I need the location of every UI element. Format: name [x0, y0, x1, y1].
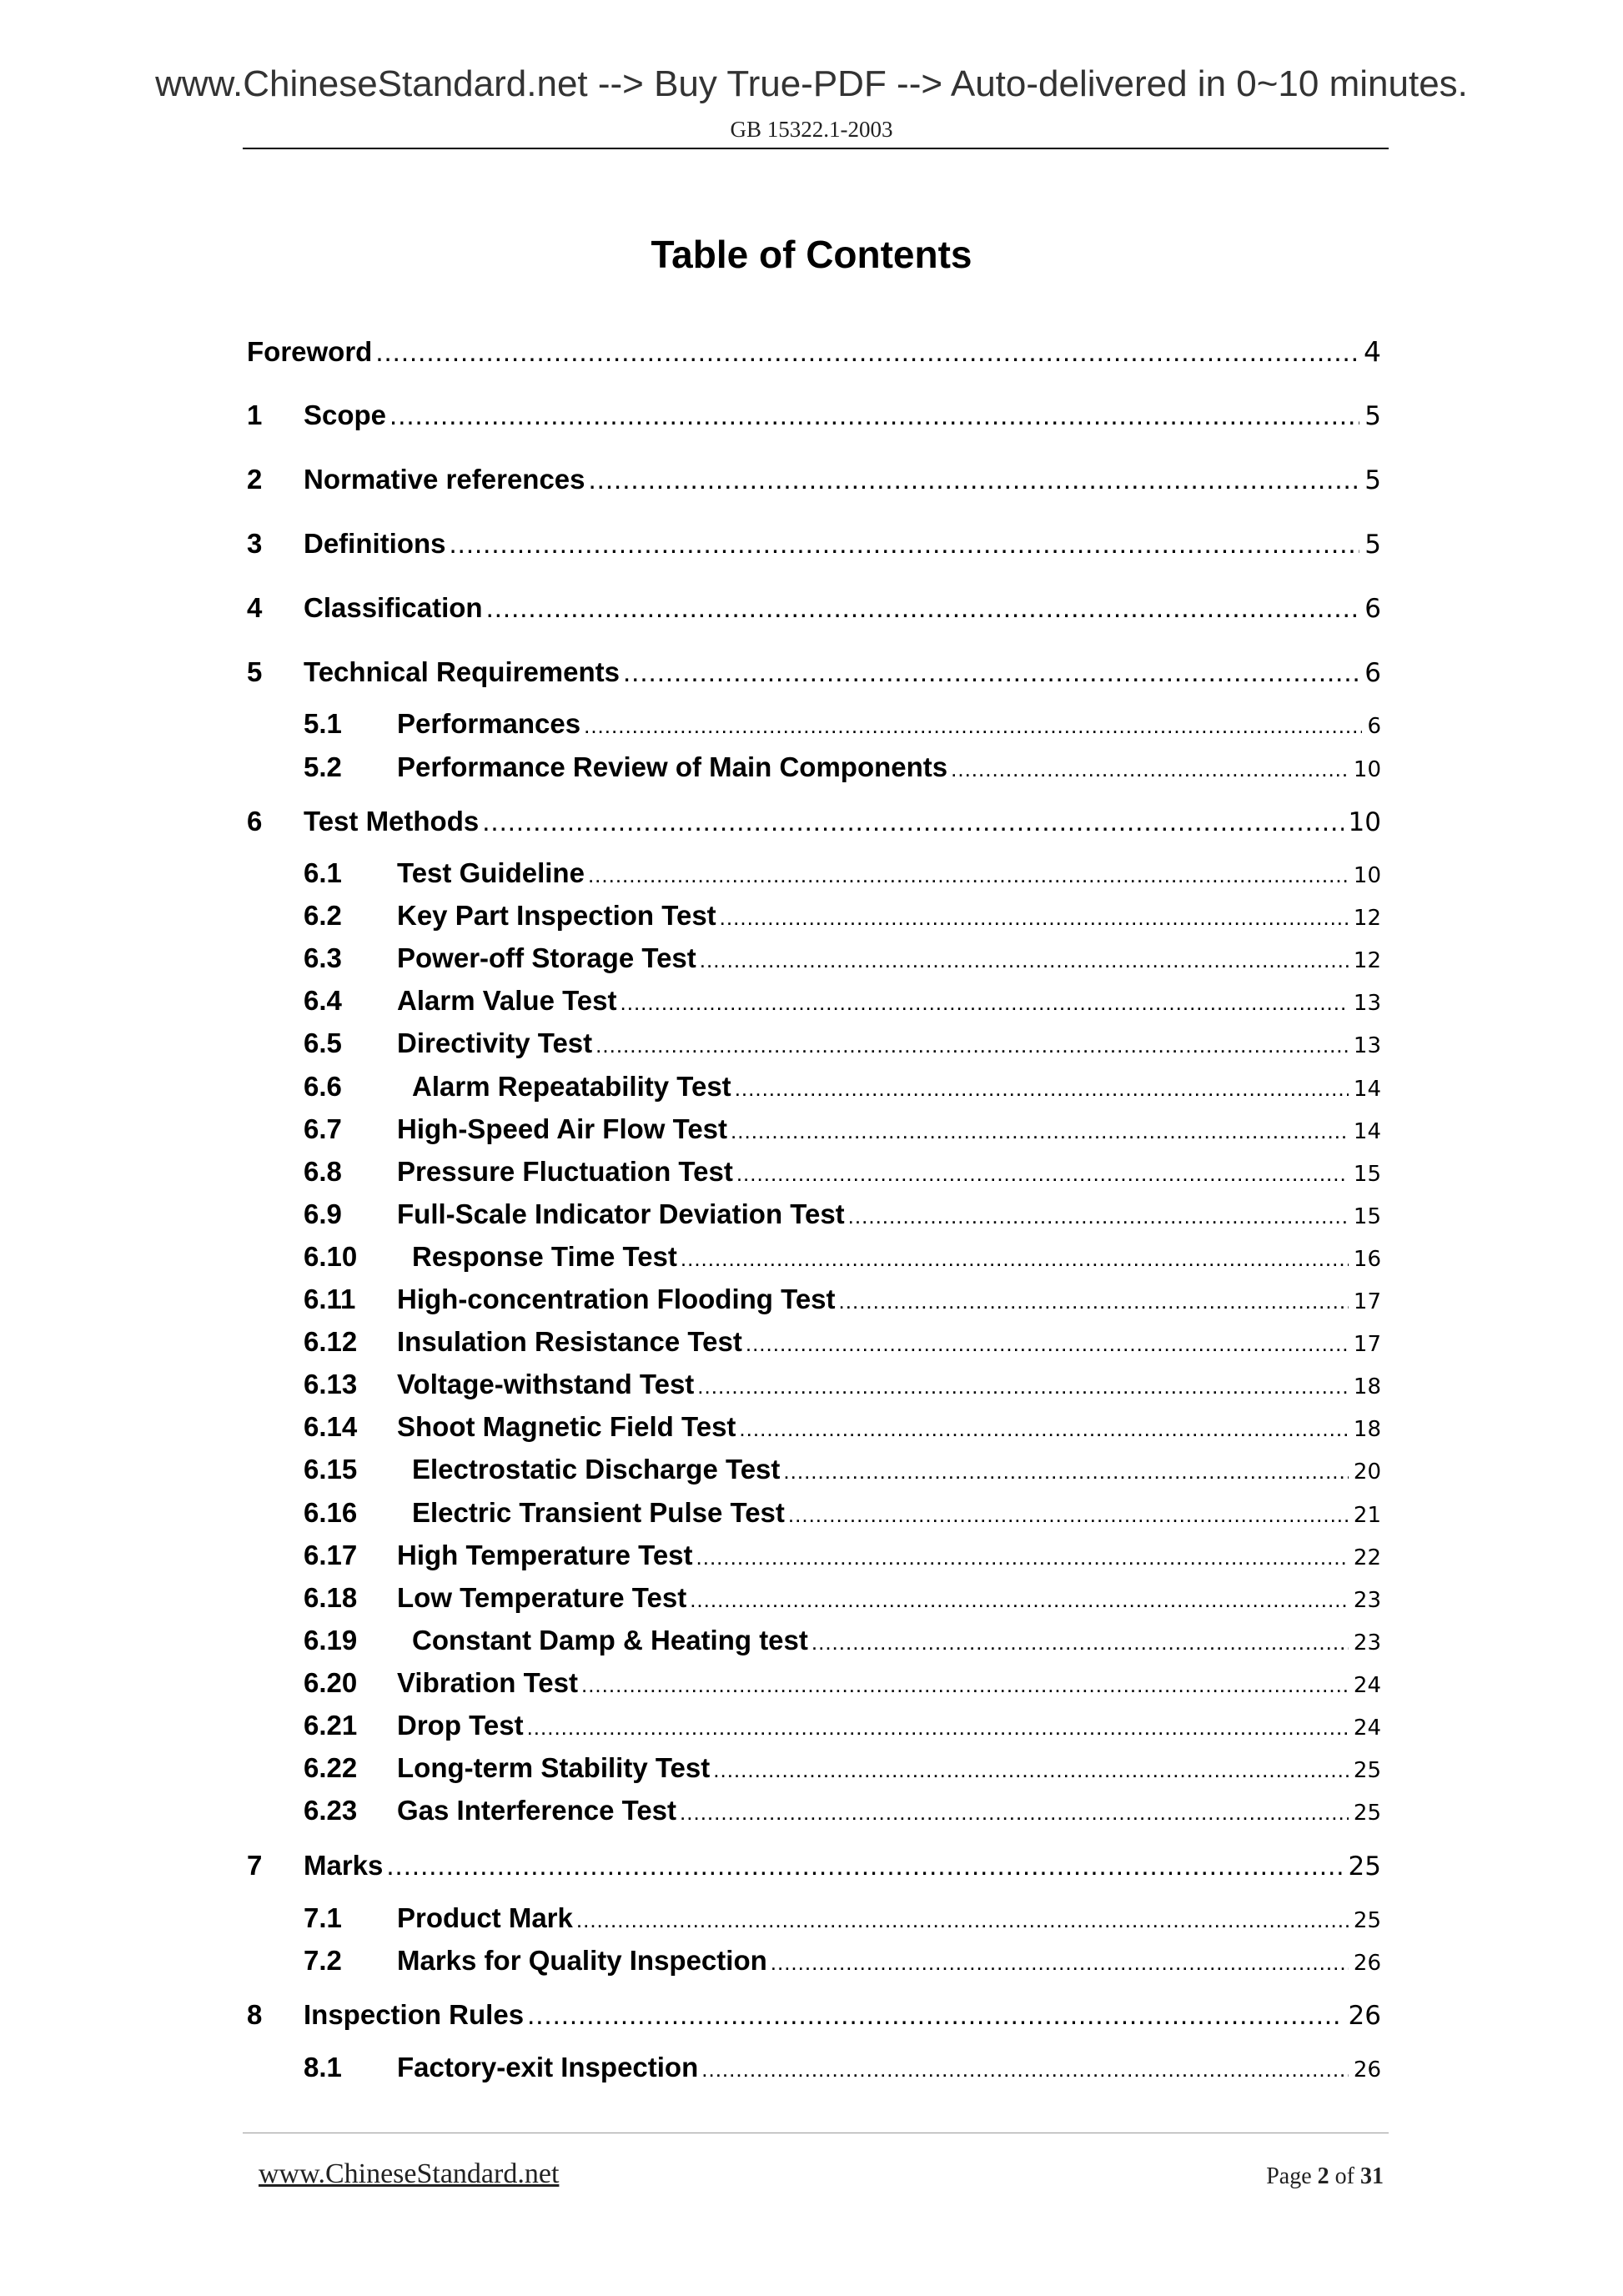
toc-dot-leader [739, 1416, 1348, 1442]
toc-entry-label: Vibration Test [397, 1667, 578, 1698]
toc-entry-label: Marks for Quality Inspection [397, 1945, 767, 1976]
toc-dot-leader [375, 336, 1359, 368]
toc-entry[interactable] [304, 1795, 1381, 1826]
page-prefix: Page [1266, 2163, 1312, 2189]
toc-entry[interactable] [247, 806, 1381, 837]
toc-entry-number: 6.2 [304, 900, 342, 931]
toc-entry[interactable] [304, 1710, 1381, 1741]
toc-entry[interactable] [304, 708, 1381, 740]
toc-entry-page: 6 [1364, 594, 1381, 624]
toc-entry-page: 5 [1364, 530, 1381, 560]
toc-entry-label: Scope [304, 399, 387, 430]
current-page: 2 [1317, 2163, 1329, 2189]
toc-entry-number: 6.21 [304, 1710, 358, 1741]
toc-entry-page: 24 [1353, 1673, 1381, 1698]
toc-entry-label: Shoot Magnetic Field Test [397, 1411, 736, 1442]
toc-entry-label: Normative references [304, 464, 585, 495]
toc-entry-number: 6.11 [304, 1284, 356, 1314]
toc-entry-page: 13 [1353, 1033, 1381, 1058]
toc-entry-number: 6.12 [304, 1326, 358, 1357]
toc-entry-number: 6.1 [304, 857, 342, 888]
toc-entry-label: High Temperature Test [397, 1540, 693, 1570]
toc-dot-leader [812, 1630, 1349, 1655]
toc-entry-number: 8 [247, 1999, 263, 2030]
toc-entry-page: 10 [1353, 757, 1381, 782]
toc-dot-leader [951, 756, 1349, 782]
toc-entry-label: Power-off Storage Test [397, 942, 696, 973]
toc-entry-page: 5 [1364, 465, 1381, 495]
toc-entry[interactable] [304, 1284, 1381, 1315]
toc-dot-leader [581, 1672, 1349, 1698]
toc-entry-number: 6 [247, 806, 263, 837]
toc-dot-leader [621, 990, 1349, 1016]
toc-entry-label: Factory-exit Inspection [397, 2052, 699, 2082]
toc-entry-page: 17 [1353, 1289, 1381, 1314]
toc-entry-label: Product Mark [397, 1902, 573, 1933]
toc-entry-number: 6.18 [304, 1582, 358, 1613]
toc-entry[interactable] [304, 1945, 1381, 1977]
toc-dot-leader [731, 1118, 1349, 1144]
toc-entry-label: Definitions [304, 528, 446, 559]
toc-entry-label: Test Guideline [397, 857, 585, 888]
toc-entry-label: Low Temperature Test [397, 1582, 687, 1613]
toc-dot-leader [482, 806, 1343, 837]
page-of: of [1334, 2163, 1354, 2189]
toc-entry-page: 10 [1348, 807, 1381, 837]
toc-dot-leader [736, 1161, 1349, 1187]
toc-entry-page: 15 [1353, 1162, 1381, 1187]
page-title: Table of Contents [651, 233, 972, 276]
toc-dot-leader [450, 528, 1360, 560]
toc-entry-label: Voltage-withstand Test [397, 1369, 695, 1399]
toc-dot-leader [848, 1203, 1349, 1229]
toc-entry[interactable] [304, 985, 1381, 1017]
toc-dot-leader [735, 1076, 1349, 1102]
toc-dot-leader [680, 1800, 1349, 1826]
toc-entry-page: 24 [1353, 1716, 1381, 1741]
toc-entry-label: Alarm Value Test [397, 985, 617, 1016]
toc-entry-page: 14 [1353, 1077, 1381, 1102]
toc-entry-number: 6.7 [304, 1113, 342, 1144]
toc-dot-leader [746, 1331, 1349, 1357]
toc-entry-page: 17 [1353, 1332, 1381, 1357]
toc-entry-label: Test Methods [304, 806, 480, 837]
page-indicator [1266, 2163, 1384, 2190]
toc-entry-number: 6.9 [304, 1198, 342, 1229]
toc-dot-leader [839, 1289, 1349, 1314]
toc-dot-leader [696, 1545, 1349, 1570]
toc-entry[interactable] [304, 1902, 1381, 1934]
toc-entry[interactable] [304, 1156, 1381, 1188]
toc-entry-number: 6.19 [304, 1625, 358, 1655]
toc-dot-leader [576, 1907, 1349, 1933]
toc-entry-number: 2 [247, 464, 263, 495]
toc-entry-number: 6.20 [304, 1667, 358, 1698]
toc-entry[interactable] [304, 751, 1381, 783]
toc-dot-leader [700, 947, 1349, 973]
toc-entry-number: 6.4 [304, 985, 342, 1016]
toc-entry-number: 6.13 [304, 1369, 358, 1399]
toc-entry-number: 6.17 [304, 1540, 358, 1570]
toc-entry-page: 18 [1353, 1374, 1381, 1399]
toc-entry[interactable] [247, 528, 1381, 560]
toc-entry-label: Inspection Rules [304, 1999, 525, 2030]
toc-entry-page: 26 [1353, 2057, 1381, 2082]
toc-entry-number: 1 [247, 399, 263, 430]
toc-entry-number: 5 [247, 656, 263, 687]
toc-entry-number: 7.2 [304, 1945, 342, 1976]
toc-dot-leader [701, 2057, 1349, 2082]
toc-entry-page: 6 [1367, 714, 1381, 739]
toc-entry-page: 21 [1353, 1503, 1381, 1528]
toc-entry[interactable] [304, 857, 1381, 889]
toc-dot-leader [595, 1032, 1349, 1058]
toc-entry-label: Classification [304, 592, 483, 623]
toc-entry[interactable] [304, 1625, 1381, 1656]
toc-entry[interactable] [247, 464, 1381, 495]
toc-entry-number: 5.1 [304, 708, 342, 739]
toc-dot-leader [527, 1999, 1343, 2031]
toc-entry-label: Constant Damp & Heating test [412, 1625, 808, 1655]
toc-entry-page: 13 [1353, 991, 1381, 1016]
toc-entry-label: Directivity Test [397, 1027, 593, 1058]
toc-entry-label: Response Time Test [412, 1241, 677, 1272]
toc-entry-page: 4 [1364, 335, 1381, 368]
toc-entry-label: Technical Requirements [304, 656, 621, 687]
toc-entry-page: 10 [1353, 863, 1381, 888]
toc-entry-label: Pressure Fluctuation Test [397, 1156, 733, 1187]
toc-entry-number: 6.22 [304, 1752, 358, 1783]
toc-dot-leader [713, 1757, 1349, 1783]
toc-entry-page: 16 [1353, 1247, 1381, 1272]
toc-entry[interactable] [304, 1540, 1381, 1571]
toc-entry[interactable] [247, 335, 1381, 368]
toc-dot-leader [527, 1715, 1349, 1741]
toc-entry-page: 12 [1353, 906, 1381, 931]
toc-entry-label: Performances [397, 708, 581, 739]
toc-dot-leader [389, 399, 1359, 431]
toc-entry-label: Drop Test [397, 1710, 524, 1741]
toc-entry-label: High-concentration Flooding Test [397, 1284, 836, 1314]
toc-entry-label: Full-Scale Indicator Deviation Test [397, 1198, 845, 1229]
total-pages: 31 [1360, 2163, 1384, 2189]
toc-entry[interactable] [304, 1241, 1381, 1273]
toc-entry[interactable] [247, 656, 1381, 688]
toc-entry-page: 26 [1348, 2001, 1381, 2031]
toc-entry-number: 6.8 [304, 1156, 342, 1187]
toc-entry[interactable] [304, 1411, 1381, 1443]
toc-entry[interactable] [304, 1497, 1381, 1529]
toc-entry-number: 6.14 [304, 1411, 358, 1442]
toc-entry-number: 6.6 [304, 1071, 342, 1102]
toc-entry-label: Insulation Resistance Test [397, 1326, 742, 1357]
site-banner: www.ChineseStandard.net --> Buy True-PDF --> Auto-delivered in 0~10 minutes. [155, 63, 1468, 104]
toc-entry-page: 14 [1353, 1119, 1381, 1144]
toc-dot-leader [788, 1502, 1349, 1528]
toc-entry-label: Key Part Inspection Test [397, 900, 716, 931]
toc-entry-number: 6.10 [304, 1241, 358, 1272]
toc-entry-page: 20 [1353, 1459, 1381, 1485]
toc-entry-number: 6.15 [304, 1454, 358, 1485]
toc-entry-label: High-Speed Air Flow Test [397, 1113, 728, 1144]
toc-entry[interactable] [304, 1667, 1381, 1699]
toc-entry-number: 5.2 [304, 751, 342, 782]
toc-entry-page: 12 [1353, 948, 1381, 973]
toc-dot-leader [623, 656, 1359, 688]
toc-dot-leader [386, 1850, 1343, 1882]
toc-dot-leader [588, 862, 1349, 888]
toc-entry[interactable] [304, 1752, 1381, 1784]
toc-entry[interactable] [304, 1071, 1381, 1103]
toc-entry-page: 22 [1353, 1545, 1381, 1570]
toc-entry-label: Electrostatic Discharge Test [412, 1454, 781, 1485]
toc-entry[interactable] [304, 1113, 1381, 1145]
toc-dot-leader [589, 464, 1360, 495]
toc-entry-page: 6 [1364, 658, 1381, 688]
toc-entry-page: 23 [1353, 1588, 1381, 1613]
toc-entry-number: 3 [247, 528, 263, 559]
toc-entry-label: Alarm Repeatability Test [412, 1071, 731, 1102]
toc-entry-number: 8.1 [304, 2052, 342, 2082]
toc-entry-page: 25 [1353, 1908, 1381, 1933]
toc-entry-page: 25 [1348, 1851, 1381, 1882]
toc-entry-page: 25 [1353, 1758, 1381, 1783]
toc-entry-number: 6.23 [304, 1795, 358, 1826]
toc-entry[interactable] [247, 592, 1381, 624]
toc-entry-page: 18 [1353, 1417, 1381, 1442]
toc-entry[interactable] [304, 1454, 1381, 1485]
toc-entry-label: Electric Transient Pulse Test [412, 1497, 785, 1528]
toc-dot-leader [771, 1950, 1349, 1976]
toc-entry[interactable] [247, 1999, 1381, 2031]
toc-entry-label: Long-term Stability Test [397, 1752, 711, 1783]
toc-entry-page: 25 [1353, 1801, 1381, 1826]
toc-entry[interactable] [304, 1582, 1381, 1614]
toc-entry[interactable] [247, 399, 1381, 431]
toc-entry[interactable] [304, 1027, 1381, 1059]
toc-entry-number: 7.1 [304, 1902, 342, 1933]
toc-dot-leader [697, 1374, 1349, 1399]
toc-entry-number: 6.5 [304, 1027, 342, 1058]
toc-entry-page: 23 [1353, 1630, 1381, 1655]
toc-entry-label: Marks [304, 1850, 384, 1881]
toc-entry[interactable] [304, 900, 1381, 932]
toc-entry[interactable] [304, 942, 1381, 974]
toc-entry[interactable] [304, 1198, 1381, 1230]
document-id: GB 15322.1-2003 [730, 117, 893, 142]
toc-dot-leader [584, 713, 1362, 739]
toc-entry-page: 5 [1364, 401, 1381, 431]
toc-entry[interactable] [304, 2052, 1381, 2083]
toc-entry[interactable] [247, 1850, 1381, 1882]
toc-entry-number: 6.16 [304, 1497, 358, 1528]
footer-site-link[interactable]: www.ChineseStandard.net [259, 2158, 560, 2189]
toc-dot-leader [690, 1587, 1349, 1613]
toc-dot-leader [720, 905, 1349, 931]
toc-entry-page: 26 [1353, 1951, 1381, 1976]
toc-dot-leader [681, 1246, 1349, 1272]
toc-entry-number: 6.3 [304, 942, 342, 973]
toc-entry[interactable] [304, 1369, 1381, 1400]
toc-dot-leader [783, 1459, 1349, 1485]
toc-entry-number: 4 [247, 592, 263, 623]
toc-entry-label: Performance Review of Main Components [397, 751, 948, 782]
toc-entry-number: 7 [247, 1850, 263, 1881]
toc-dot-leader [486, 592, 1360, 624]
toc-entry-label: Gas Interference Test [397, 1795, 677, 1826]
toc-entry-label: Foreword [247, 336, 373, 367]
toc-entry[interactable] [304, 1326, 1381, 1358]
toc-entry-page: 15 [1353, 1204, 1381, 1229]
